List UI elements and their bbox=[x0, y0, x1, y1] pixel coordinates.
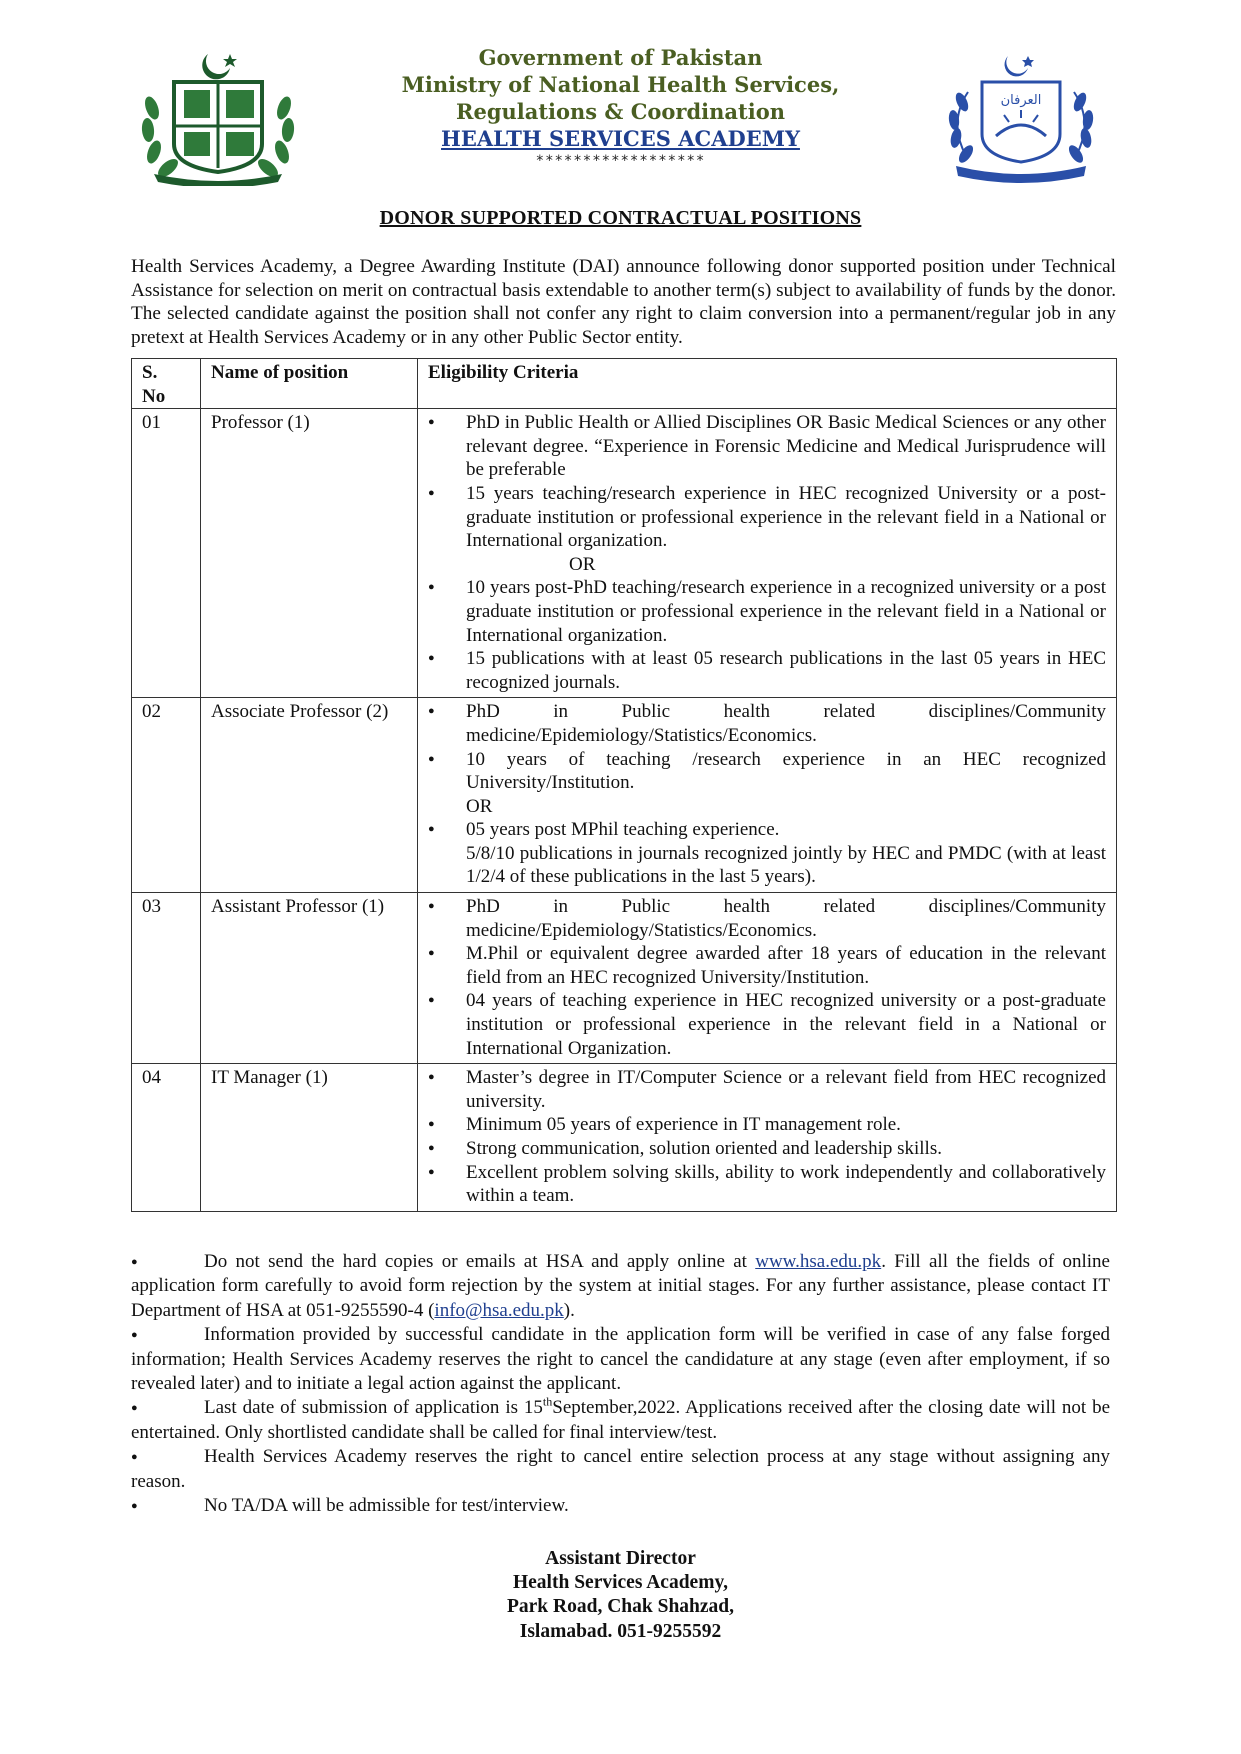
criteria-item: ● PhD in Public health related disciplines/Community medicine/Epidemiology/Statistics/Economics. bbox=[428, 700, 1106, 747]
row-sno: 02 bbox=[132, 698, 201, 893]
instruction-item: ● Last date of submission of application is 15thSeptember,2022. Applications received after the closing date will not be entertained. Only shortlisted candidate shall be called for final interview/test. bbox=[131, 1395, 1111, 1443]
emblem-urdu-text: العرفان bbox=[1000, 93, 1042, 108]
bullet-icon: ● bbox=[131, 1451, 138, 1464]
positions-table bbox=[131, 358, 1117, 1212]
criteria-or: OR bbox=[569, 553, 596, 575]
header-criteria: Eligibility Criteria bbox=[418, 359, 1117, 409]
instruction-item: ● Do not send the hard copies or emails at HSA and apply online at www.hsa.edu.pk. Fill all the fields of online application form carefully to avoid form rejection by the system at initial stages. For any further assistance, please contact IT Department of HSA at 051-9255590-4 (info@hsa.edu.pk). bbox=[131, 1251, 1110, 1321]
row-criteria bbox=[418, 893, 1117, 1064]
intro-paragraph: Health Services Academy, a Degree Awarding Institute (DAI) announce following donor supported position under Technical Assistance for selection on merit on contractual basis extendable to another term(s) subject to availability of funds by the donor. The selected candidate against the position shall not confer any right to claim conversion into a permanent/regular job in any pretext at Health Services Academy or in any other Public Sector entity. bbox=[131, 256, 1116, 348]
table-row bbox=[132, 409, 1117, 698]
criteria-item: ● 15 years teaching/research experience in HEC recognized University or a post-graduate institution or professional experience in the relevant field in a National or International organization. bbox=[428, 482, 1106, 553]
row-position: Professor (1) bbox=[201, 409, 418, 698]
row-criteria bbox=[418, 698, 1117, 893]
row-criteria bbox=[418, 409, 1117, 698]
header-regulations: Regulations & Coordination bbox=[456, 99, 785, 124]
website-link[interactable]: www.hsa.edu.pk bbox=[755, 1251, 882, 1272]
instruction-item: ● Information provided by successful candidate in the application form will be verified in case of any false forged information; Health Services Academy reserves the right to cancel the candidature at any stage (even after employment, if so revealed later) and to initiate a legal action against the applicant. bbox=[131, 1324, 1110, 1395]
criteria-item: ● 15 publications with at least 05 research publications in the last 05 years in HEC recognized journals. bbox=[428, 647, 1106, 694]
row-sno: 03 bbox=[132, 893, 201, 1064]
row-position: Assistant Professor (1) bbox=[201, 893, 418, 1064]
instruction-item: ● Health Services Academy reserves the right to cancel entire selection process at any stage without assigning any reason. bbox=[131, 1446, 1110, 1492]
instruction-item: ● No TA/DA will be admissible for test/interview. bbox=[131, 1494, 1110, 1518]
criteria-item: ● Strong communication, solution oriented and leadership skills. bbox=[428, 1137, 1106, 1161]
header-stars: ****************** bbox=[535, 153, 706, 169]
header-government: Government of Pakistan bbox=[478, 45, 763, 70]
bullet-icon: ● bbox=[131, 1256, 138, 1268]
signature-title: Assistant Director bbox=[545, 1548, 696, 1569]
signature-address: Park Road, Chak Shahzad, bbox=[506, 1596, 735, 1618]
row-sno: 01 bbox=[132, 409, 201, 698]
page-title: DONOR SUPPORTED CONTRACTUAL POSITIONS bbox=[379, 207, 862, 229]
header-name: Name of position bbox=[201, 359, 418, 409]
criteria-item: ● 10 years of teaching /research experience in an HEC recognized University/Institution. bbox=[428, 748, 1106, 795]
bullet-icon: ● bbox=[131, 1402, 138, 1415]
instructions-list bbox=[131, 1250, 1110, 1518]
header-ministry: Ministry of National Health Services, bbox=[401, 72, 840, 97]
table-row bbox=[132, 893, 1117, 1064]
table-row bbox=[132, 1064, 1117, 1212]
signature-city-phone: Islamabad. 051-9255592 bbox=[519, 1620, 722, 1642]
signature-organization: Health Services Academy, bbox=[512, 1572, 728, 1594]
criteria-item: 5/8/10 publications in journals recognized jointly by HEC and PMDC (with at least 1/2/4 of these publications in the last 5 years). bbox=[466, 842, 1106, 888]
bullet-icon: ● bbox=[131, 1329, 138, 1342]
row-position: Associate Professor (2) bbox=[201, 698, 418, 893]
criteria-item: ● M.Phil or equivalent degree awarded after 18 years of education in the relevant field from an HEC recognized University/Institution. bbox=[428, 942, 1106, 989]
signature-block bbox=[0, 1547, 1241, 1644]
row-sno: 04 bbox=[132, 1064, 201, 1212]
criteria-item: ● 05 years post MPhil teaching experience. bbox=[428, 818, 1106, 842]
bullet-icon: ● bbox=[131, 1500, 138, 1513]
criteria-or: OR bbox=[466, 795, 493, 817]
table-row bbox=[132, 698, 1117, 893]
email-link[interactable]: info@hsa.edu.pk bbox=[434, 1299, 564, 1321]
criteria-item: ● 04 years of teaching experience in HEC recognized university or a post-graduate institution or professional experience in the relevant field in a National or International Organization. bbox=[428, 989, 1106, 1060]
criteria-item: ● PhD in Public Health or Allied Disciplines OR Basic Medical Sciences or any other relevant degree. “Experience in Forensic Medicine and Medical Jurisprudence will be preferable bbox=[428, 411, 1106, 482]
criteria-item: ● Master’s degree in IT/Computer Science or a relevant field from HEC recognized university. bbox=[428, 1066, 1106, 1113]
criteria-item: ● Excellent problem solving skills, ability to work independently and collaboratively within a team. bbox=[428, 1161, 1106, 1208]
table-header-row bbox=[132, 359, 1117, 409]
header-academy: HEALTH SERVICES ACADEMY bbox=[441, 126, 800, 151]
criteria-item: ● 10 years post-PhD teaching/research experience in a recognized university or a post graduate institution or professional experience in the relevant field in a National or International organization. bbox=[428, 576, 1106, 647]
health-services-academy-emblem-icon bbox=[938, 52, 1104, 186]
criteria-item: ● PhD in Public health related disciplines/Community medicine/Epidemiology/Statistics/Economics. bbox=[428, 895, 1106, 942]
row-criteria bbox=[418, 1064, 1117, 1212]
criteria-item: ● Minimum 05 years of experience in IT management role. bbox=[428, 1113, 1106, 1137]
header-sno: S. No bbox=[132, 359, 201, 409]
row-position: IT Manager (1) bbox=[201, 1064, 418, 1212]
